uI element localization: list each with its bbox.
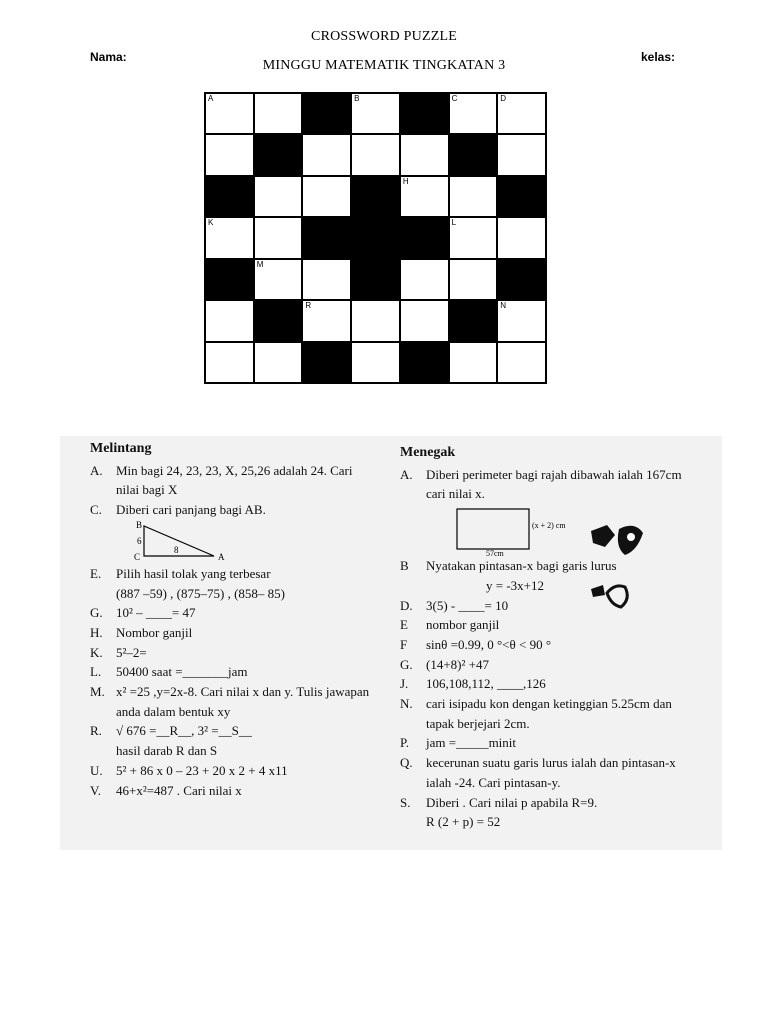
clue-text: 5²–2=	[116, 644, 147, 660]
clue-text: Diberi . Cari nilai p apabila R=9.	[426, 794, 598, 810]
across-clue	[90, 721, 390, 741]
clue-text: Pilih hasil tolak yang terbesar	[116, 565, 271, 581]
across-clues	[90, 439, 390, 800]
clue-key: U.	[90, 762, 103, 778]
clue-text: R (2 + p) = 52	[426, 814, 501, 830]
grid-cell[interactable]	[449, 259, 498, 300]
across-heading: Melintang	[90, 441, 152, 456]
grid-clue-number: M	[256, 259, 264, 269]
grid-cell-black	[254, 300, 303, 341]
triangle-vertex-label: B	[136, 519, 143, 530]
grid-clue-number: C	[451, 94, 458, 103]
triangle-vertex-label: C	[134, 551, 141, 562]
grid-cell[interactable]	[254, 176, 303, 217]
clue-text: Nombor ganjil	[116, 624, 193, 640]
grid-cell[interactable]	[254, 217, 303, 258]
down-clue	[400, 596, 720, 616]
crossword-grid	[204, 92, 547, 384]
clue-text: 50400 saat =_______jam	[116, 664, 248, 680]
class-label: kelas:	[641, 50, 676, 64]
clue-key: L.	[90, 664, 102, 680]
grid-cell[interactable]	[254, 342, 303, 383]
grid-cell[interactable]	[205, 342, 254, 383]
down-clue	[400, 655, 720, 675]
clue-key: K.	[90, 644, 103, 660]
down-clue	[400, 615, 720, 635]
grid-cell[interactable]	[449, 217, 498, 258]
across-clue	[90, 682, 390, 702]
grid-cell-black	[302, 217, 351, 258]
grid-cell[interactable]	[205, 134, 254, 175]
grid-cell-black	[400, 217, 449, 258]
clue-text: Diberi perimeter bagi rajah dibawah ialah 167cm	[426, 466, 682, 482]
clue-key: N.	[400, 696, 413, 712]
cartoon-clipart	[585, 521, 665, 627]
across-clue	[90, 761, 390, 781]
clue-text-continued: cari nilai x.	[426, 486, 485, 502]
clue-key: P.	[400, 735, 410, 751]
grid-cell-black	[351, 259, 400, 300]
grid-clue-number: L	[451, 218, 457, 228]
grid-cell-black	[205, 259, 254, 300]
clue-key: Q.	[400, 755, 413, 771]
puzzle-subtitle: MINGGU MATEMATIK TINGKATAN 3	[262, 58, 506, 73]
down-clue	[400, 556, 720, 576]
down-clue	[400, 674, 720, 694]
clue-text: Nyatakan pintasan-x bagi garis lurus	[426, 558, 617, 574]
down-clue	[400, 694, 720, 714]
clue-text: √ 676 =__R__, 3² =__S__	[116, 723, 252, 739]
clue-key: E	[400, 617, 408, 633]
clue-key: B	[400, 558, 409, 574]
grid-cell-black	[302, 342, 351, 383]
triangle-base-label: 8	[174, 544, 179, 555]
clue-key: M.	[90, 684, 105, 700]
right-triangle	[124, 520, 244, 564]
clue-key: S.	[400, 794, 411, 810]
grid-clue-number: R	[305, 301, 312, 311]
across-clue	[90, 643, 390, 663]
across-clue	[90, 662, 390, 682]
clue-key: A.	[90, 462, 103, 478]
across-clue	[90, 500, 390, 520]
down-clue	[400, 793, 720, 813]
grid-cell[interactable]	[351, 342, 400, 383]
clue-text: 3(5) - ____= 10	[426, 597, 509, 613]
clue-text: Diberi cari panjang bagi AB.	[116, 502, 266, 518]
grid-cell[interactable]	[205, 93, 254, 134]
grid-cell[interactable]	[351, 300, 400, 341]
clue-text-continued: (887 –59) , (875–75) , (858– 85)	[116, 585, 285, 601]
clue-text: 5² + 86 x 0 – 23 + 20 x 2 + 4 x11	[116, 762, 288, 778]
grid-cell[interactable]	[497, 342, 546, 383]
puzzle-title: CROSSWORD PUZZLE	[311, 29, 457, 44]
across-clue	[90, 603, 390, 623]
grid-cell[interactable]	[205, 217, 254, 258]
clue-key: R.	[90, 723, 102, 739]
clue-text: 106,108,112, ____,126	[426, 676, 546, 692]
down-clue	[400, 465, 720, 485]
clue-text-continued: anda dalam bentuk xy	[116, 703, 231, 719]
grid-cell-black	[497, 176, 546, 217]
grid-cell[interactable]	[449, 176, 498, 217]
clue-text: nombor ganjil	[426, 617, 500, 633]
clue-key: D.	[400, 597, 413, 613]
down-clues	[400, 443, 720, 832]
grid-cell[interactable]	[205, 300, 254, 341]
clue-text: 10² – ____= 47	[116, 605, 196, 621]
triangle-figure	[124, 520, 390, 564]
clue-text: Min bagi 24, 23, 23, X, 25,26 adalah 24. Cari	[116, 462, 353, 478]
grid-cell[interactable]	[302, 176, 351, 217]
grid-cell-black	[449, 134, 498, 175]
clue-key: E.	[90, 565, 102, 581]
grid-cell-black	[497, 259, 546, 300]
down-clue	[400, 753, 720, 773]
grid-cell-black	[400, 342, 449, 383]
clue-text: cari isipadu kon dengan ketinggian 5.25cm dan	[426, 696, 672, 712]
grid-cell[interactable]	[400, 300, 449, 341]
grid-cell[interactable]	[302, 300, 351, 341]
clue-key: H.	[90, 624, 103, 640]
grid-cell-black	[351, 217, 400, 258]
grid-cell[interactable]	[351, 134, 400, 175]
grid-cell[interactable]	[302, 134, 351, 175]
grid-cell[interactable]	[449, 342, 498, 383]
name-label: Nama:	[90, 50, 127, 64]
triangle-vertex-label: A	[218, 551, 225, 562]
clue-key	[400, 812, 426, 832]
grid-cell[interactable]	[400, 176, 449, 217]
grid-clue-number: K	[208, 218, 214, 228]
clue-key: V.	[90, 782, 101, 798]
clue-key: C.	[90, 502, 102, 518]
grid-cell[interactable]	[302, 259, 351, 300]
rectangle-side-label: (x + 2) cm	[532, 521, 566, 531]
triangle-side-label: 6	[137, 535, 142, 546]
down-clue	[400, 812, 720, 832]
grid-cell-black	[400, 93, 449, 134]
grid-cell-black	[254, 134, 303, 175]
across-clue	[90, 461, 390, 481]
grid-cell-black	[449, 300, 498, 341]
clue-text: jam =_____minit	[426, 735, 517, 751]
across-clue	[90, 623, 390, 643]
grid-clue-number: A	[208, 94, 214, 103]
down-heading: Menegak	[400, 445, 456, 460]
across-clue	[90, 781, 390, 801]
grid-cell[interactable]	[351, 93, 400, 134]
grid-cell[interactable]	[497, 134, 546, 175]
clue-text: sinθ =0.99, 0 °<θ < 90 °	[426, 636, 552, 652]
across-clue	[90, 564, 390, 584]
clue-text-continued: hasil darab R dan S	[116, 743, 218, 759]
clue-key: J.	[400, 676, 409, 692]
grid-cell[interactable]	[254, 259, 303, 300]
clue-text: 46+x²=487 . Cari nilai x	[116, 782, 242, 798]
grid-clue-number: H	[402, 176, 409, 186]
clue-key: A.	[400, 466, 413, 482]
grid-cell[interactable]	[400, 259, 449, 300]
grid-cell[interactable]	[497, 217, 546, 258]
clue-key: G.	[400, 656, 413, 672]
clue-text: kecerunan suatu garis lurus ialah dan pintasan-x	[426, 755, 676, 771]
clue-text: (14+8)² +47	[426, 656, 489, 672]
grid-clue-number: B	[354, 94, 360, 103]
clue-text: x² =25 ,y=2x-8. Cari nilai x dan y. Tulis jawapan	[116, 684, 370, 700]
grid-cell-black	[205, 176, 254, 217]
rectangle-bottom-label: 57cm	[486, 549, 504, 557]
clue-text-continued: y = -3x+12	[486, 577, 544, 593]
down-clue	[400, 635, 720, 655]
grid-clue-number: D	[500, 94, 507, 103]
clue-text-continued: tapak berjejari 2cm.	[426, 715, 530, 731]
clue-key: G.	[90, 605, 103, 621]
down-clue	[400, 733, 720, 753]
grid-cell-black	[351, 176, 400, 217]
clue-text-continued: nilai bagi X	[116, 482, 178, 498]
grid-clue-number: N	[500, 301, 507, 311]
grid-cell[interactable]	[497, 300, 546, 341]
clue-key: F	[400, 636, 408, 652]
grid-cell[interactable]	[497, 93, 546, 134]
cartoon-clipart-icon	[585, 521, 665, 621]
grid-cell[interactable]	[449, 93, 498, 134]
grid-cell[interactable]	[400, 134, 449, 175]
clue-text-continued: ialah -24. Cari pintasan-y.	[426, 774, 561, 790]
grid-cell-black	[302, 93, 351, 134]
grid-cell[interactable]	[254, 93, 303, 134]
